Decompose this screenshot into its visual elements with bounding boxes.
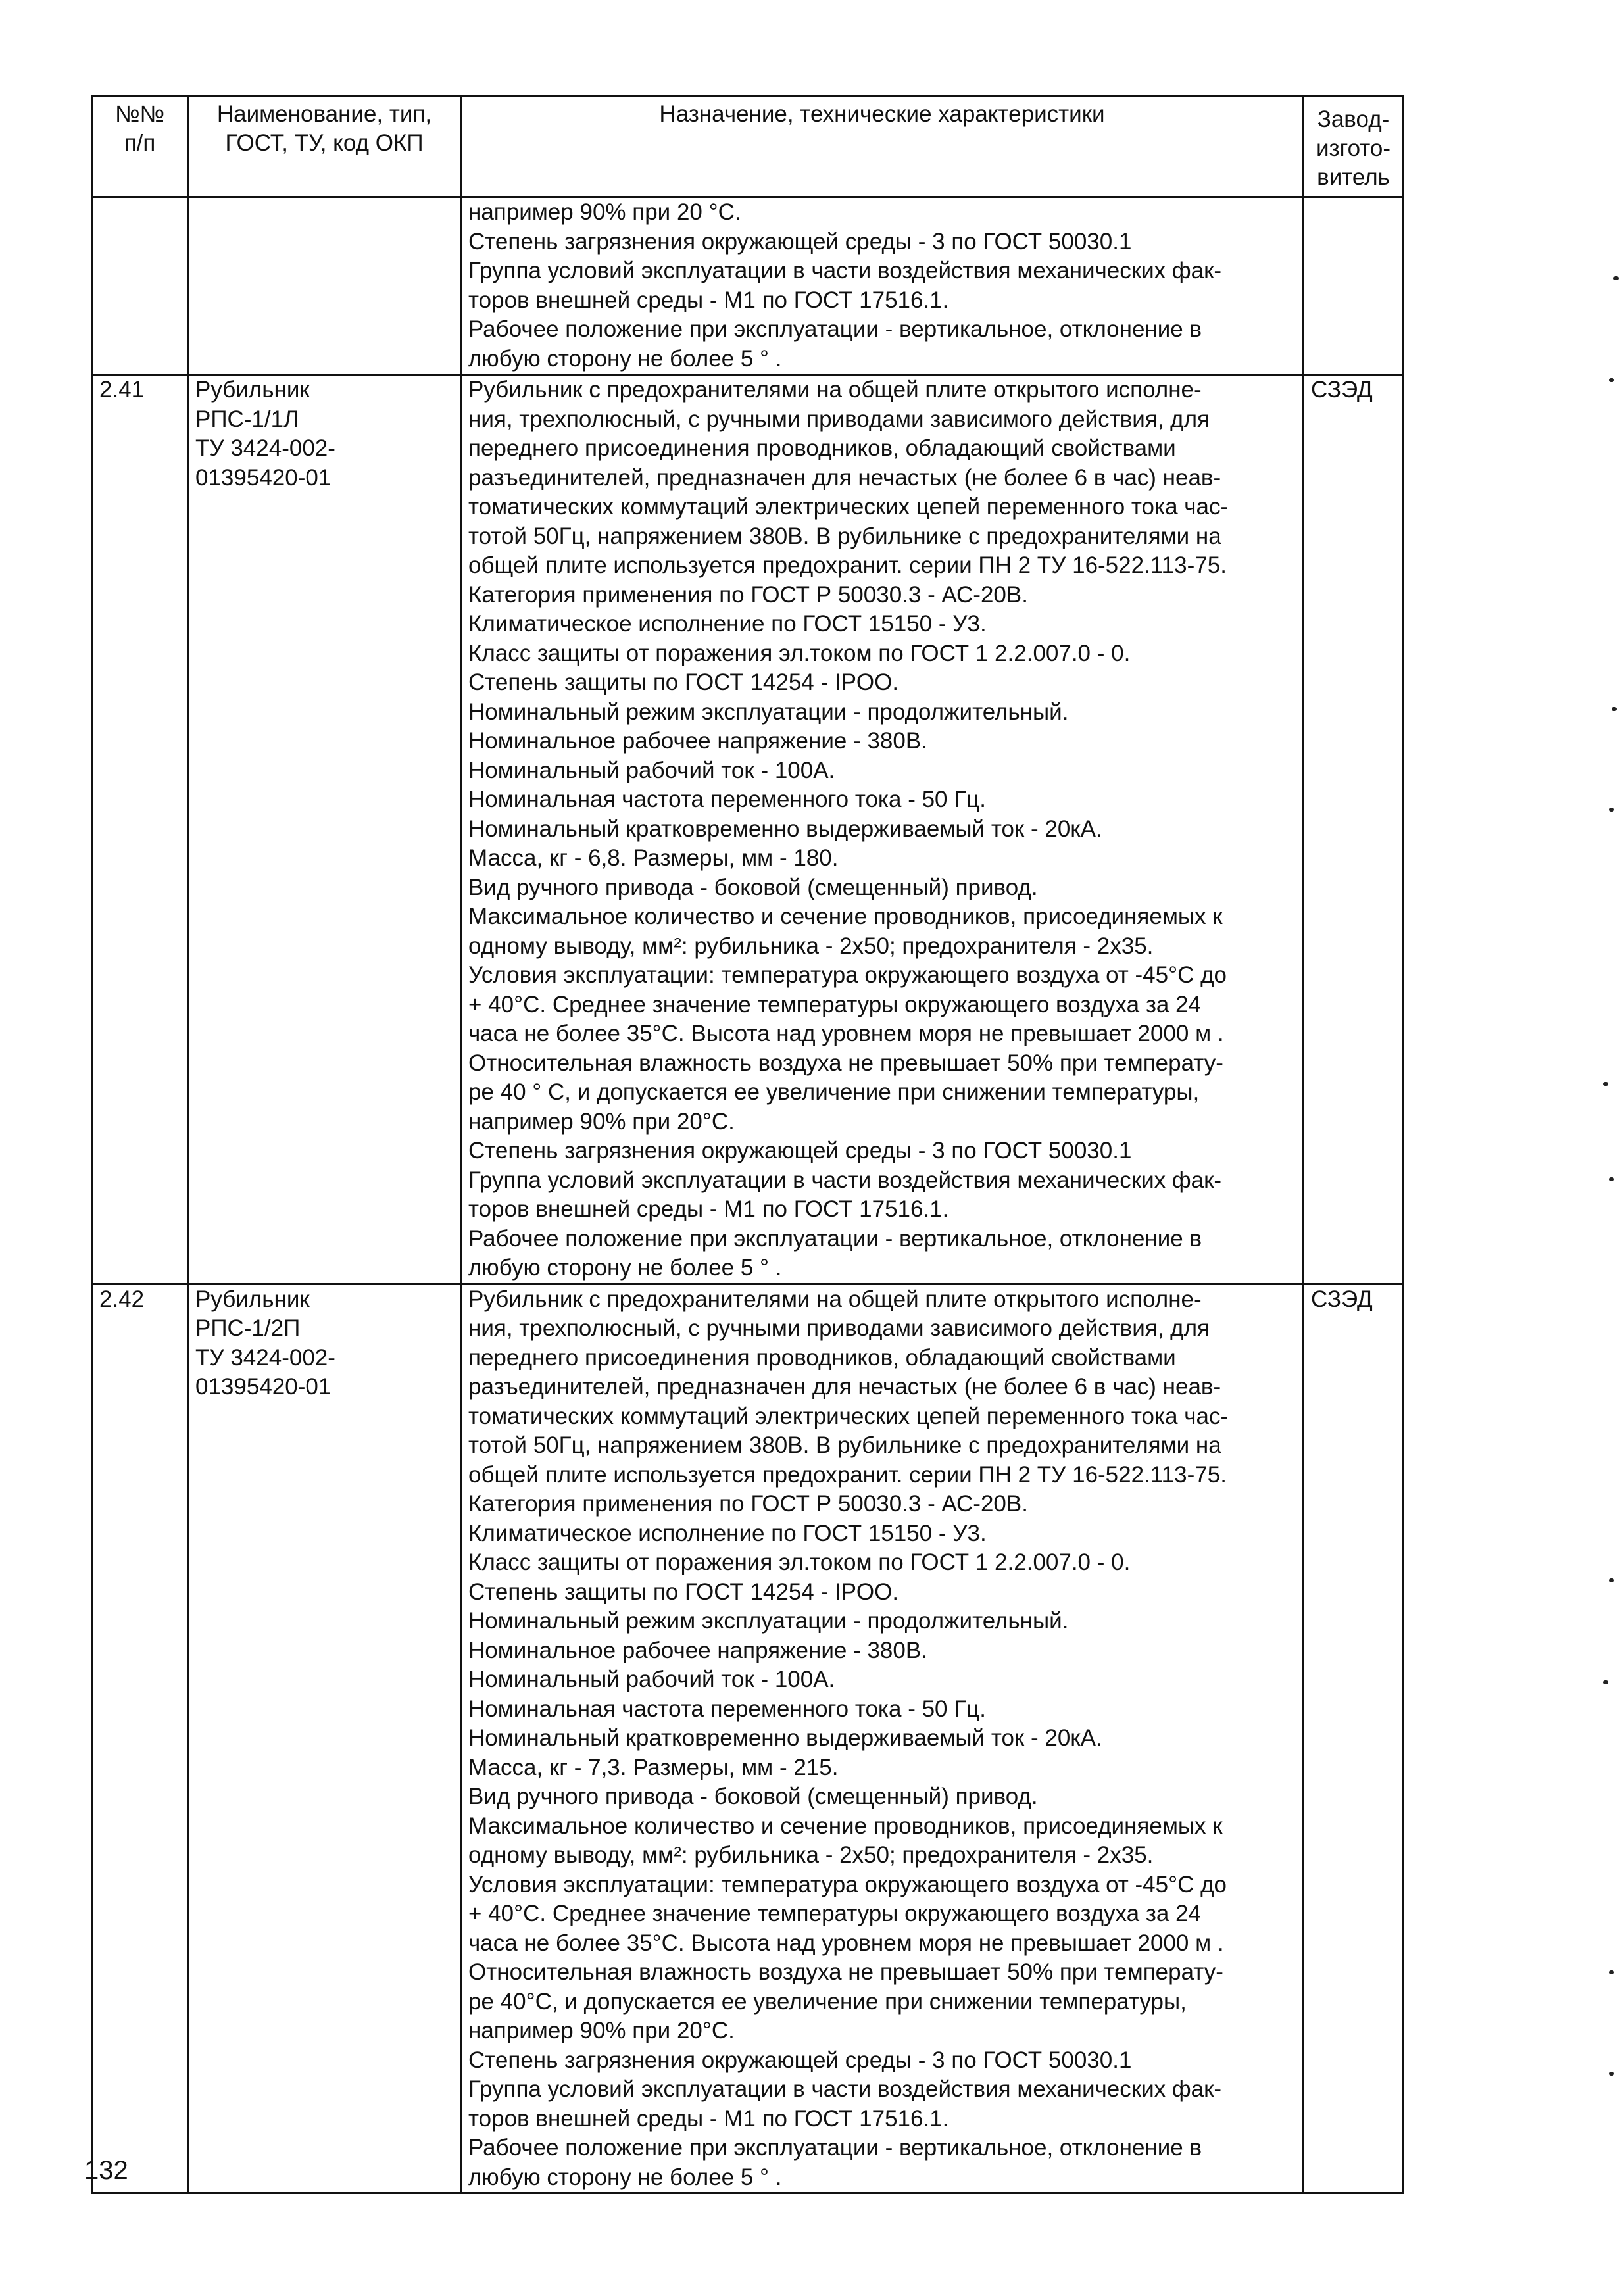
text-line: Вид ручного привода - боковой (смещенный) привод. (468, 1784, 1038, 1809)
text-line: Рубильник с предохранителями на общей плите открытого исполне- (468, 377, 1202, 403)
text-line: Максимальное количество и сечение проводников, присоединяемых к (468, 1813, 1223, 1839)
row-manufacturer: СЗЭД (1304, 1284, 1404, 2193)
text-line: ре 40°С, и допускается ее увеличение при снижении температуры, (468, 1988, 1187, 2015)
text-line: Группа условий эксплуатации в части воздействия механических фак- (468, 1167, 1222, 1193)
text-line: Степень защиты по ГОСТ 14254 - IPОО. (468, 670, 899, 695)
text-line: одному выводу, мм²: рубильника - 2х50; предохранителя - 2х35. (468, 1842, 1154, 1868)
text-line: Условия эксплуатации: температура окружающего воздуха от -45°С до (468, 1871, 1227, 1897)
text-line: Относительная влажность воздуха не превышает 50% при температу- (468, 1959, 1223, 1985)
text-line: Относительная влажность воздуха не превышает 50% при температу- (468, 1050, 1223, 1076)
text-line: например 90% при 20°С. (468, 1108, 735, 1135)
row-number (92, 197, 188, 375)
spec-table (91, 95, 1404, 2194)
text-line: Рубильник (195, 1286, 310, 1312)
scan-speck (1613, 276, 1619, 280)
table-row (92, 375, 1404, 1284)
text-line: Номинальный режим эксплуатации - продолжительный. (468, 1608, 1069, 1634)
text-line: + 40°С. Среднее значение температуры окружающего воздуха за 24 (468, 991, 1201, 1017)
text-line: Номинальная частота переменного тока - 50 Гц. (468, 1696, 986, 1722)
text-line: Максимальное количество и сечение проводников, присоединяемых к (468, 904, 1223, 929)
text-line: любую сторону не более 5 ° . (468, 345, 782, 372)
row-number: 2.41 (92, 375, 188, 1284)
table-row (92, 197, 1404, 375)
text-line: Номинальное рабочее напряжение - 380В. (468, 1637, 927, 1663)
text-line: 01395420-01 (195, 1374, 332, 1400)
text-line: ния, трехполюсный, с ручными приводами зависимого действия, для (468, 406, 1210, 432)
table-row (92, 1284, 1404, 2193)
table-header-row (92, 97, 1404, 197)
row-name (188, 375, 461, 1284)
text-line: Степень загрязнения окружающей среды - 3 по ГОСТ 50030.1 (468, 2047, 1132, 2073)
text-line: Степень загрязнения окружающей среды - 3 по ГОСТ 50030.1 (468, 1138, 1132, 1163)
text-line: торов внешней среды - М1 по ГОСТ 17516.1. (468, 1196, 949, 1222)
text-line: Климатическое исполнение по ГОСТ 15150 - У3. (468, 611, 987, 637)
text-line: например 90% при 20 °С. (468, 199, 741, 225)
text-line: Группа условий эксплуатации в части воздействия механических фак- (468, 258, 1222, 283)
row-name (188, 1284, 461, 2193)
text-line: ре 40 ° С, и допускается ее увеличение при снижении температуры, (468, 1079, 1200, 1105)
text-line: часа не более 35°С. Высота над уровнем моря не превышает 2000 м . (468, 1021, 1224, 1046)
text-line: Климатическое исполнение по ГОСТ 15150 - У3. (468, 1520, 987, 1546)
text-line: Номинальный кратковременно выдерживаемый ток - 20кА. (468, 816, 1102, 842)
text-line: Класс защиты от поражения эл.током по ГОСТ 1 2.2.007.0 - 0. (468, 640, 1131, 666)
text-line: переднего присоединения проводников, обладающий свойствами (468, 1344, 1176, 1371)
text-line: разъединителей, предназначен для нечастых (не более 6 в час) неав- (468, 464, 1221, 491)
text-line: Категория применения по ГОСТ Р 50030.3 - АС-20В. (468, 581, 1028, 608)
text-line: ТУ 3424-002- (195, 435, 335, 461)
text-line: любую сторону не более 5 ° . (468, 2164, 782, 2190)
text-line: разъединителей, предназначен для нечастых (не более 6 в час) неав- (468, 1374, 1221, 1400)
text-line: любую сторону не более 5 ° . (468, 1255, 782, 1281)
header-description: Назначение, технические характеристики (461, 97, 1304, 197)
text-line: Номинальный рабочий ток - 100А. (468, 1667, 835, 1692)
scan-speck (1609, 1177, 1614, 1181)
scan-speck (1609, 808, 1614, 812)
text-line: Номинальный режим эксплуатации - продолжительный. (468, 698, 1069, 725)
text-line: томатических коммутаций электрических цепей переменного тока час- (468, 494, 1229, 520)
text-line: торов внешней среды - М1 по ГОСТ 17516.1. (468, 2105, 949, 2132)
text-line: Масса, кг - 6,8. Размеры, мм - 180. (468, 845, 839, 871)
text-line: тотой 50Гц, напряжением 380В. В рубильнике с предохранителями на (468, 523, 1221, 549)
text-line: + 40°С. Среднее значение температуры окружающего воздуха за 24 (468, 1901, 1201, 1926)
scan-speck (1609, 1578, 1614, 1582)
text-line: тотой 50Гц, напряжением 380В. В рубильнике с предохранителями на (468, 1432, 1221, 1458)
text-line: РПС-1/2П (195, 1315, 301, 1341)
scan-speck (1612, 707, 1617, 711)
text-line: Условия эксплуатации: температура окружающего воздуха от -45°С до (468, 962, 1227, 988)
header-manufacturer: Завод- изгото- витель (1304, 97, 1404, 197)
text-line: Рубильник (195, 377, 310, 403)
scan-speck (1603, 1680, 1608, 1684)
row-description (461, 1284, 1304, 2193)
scan-speck (1609, 378, 1614, 382)
text-line: например 90% при 20°С. (468, 2018, 735, 2043)
row-description (461, 375, 1304, 1284)
scan-speck (1609, 1970, 1614, 1974)
text-line: торов внешней среды - М1 по ГОСТ 17516.1. (468, 287, 949, 313)
text-line: томатических коммутаций электрических цепей переменного тока час- (468, 1403, 1229, 1429)
table-body (92, 197, 1404, 2193)
text-line: одному выводу, мм²: рубильника - 2х50; предохранителя - 2х35. (468, 933, 1154, 959)
text-line: Группа условий эксплуатации в части воздействия механических фак- (468, 2076, 1222, 2102)
text-line: часа не более 35°С. Высота над уровнем моря не превышает 2000 м . (468, 1930, 1224, 1956)
page-number: 132 (84, 2156, 128, 2185)
text-line: Номинальное рабочее напряжение - 380В. (468, 728, 927, 754)
text-line: Номинальная частота переменного тока - 50 Гц. (468, 787, 986, 812)
text-line: ТУ 3424-002- (195, 1344, 335, 1371)
text-line: Номинальный кратковременно выдерживаемый ток - 20кА. (468, 1725, 1102, 1751)
text-line: Категория применения по ГОСТ Р 50030.3 - АС-20В. (468, 1491, 1028, 1517)
row-manufacturer: СЗЭД (1304, 375, 1404, 1284)
text-line: Рубильник с предохранителями на общей плите открытого исполне- (468, 1286, 1202, 1312)
text-line: Номинальный рабочий ток - 100А. (468, 757, 835, 783)
row-number: 2.42 (92, 1284, 188, 2193)
text-line: Класс защиты от поражения эл.током по ГОСТ 1 2.2.007.0 - 0. (468, 1550, 1131, 1575)
text-line: Рабочее положение при эксплуатации - вертикальное, отклонение в (468, 316, 1202, 342)
text-line: переднего присоединения проводников, обладающий свойствами (468, 435, 1176, 461)
scan-speck (1603, 1082, 1608, 1086)
text-line: общей плите используется предохранит. серии ПН 2 ТУ 16-522.113-75. (468, 1461, 1227, 1488)
text-line: Степень загрязнения окружающей среды - 3 по ГОСТ 50030.1 (468, 228, 1132, 255)
text-line: РПС-1/1Л (195, 406, 299, 432)
row-manufacturer (1304, 197, 1404, 375)
text-line: 01395420-01 (195, 464, 332, 491)
row-name (188, 197, 461, 375)
text-line: Рабочее положение при эксплуатации - вертикальное, отклонение в (468, 1225, 1202, 1252)
header-name: Наименование, тип, ГОСТ, ТУ, код ОКП (188, 97, 461, 197)
text-line: Рабочее положение при эксплуатации - вертикальное, отклонение в (468, 2135, 1202, 2161)
text-line: Вид ручного привода - боковой (смещенный) привод. (468, 874, 1038, 900)
text-line: Масса, кг - 7,3. Размеры, мм - 215. (468, 1754, 839, 1780)
row-description (461, 197, 1304, 375)
text-line: общей плите используется предохранит. серии ПН 2 ТУ 16-522.113-75. (468, 552, 1227, 578)
text-line: ния, трехполюсный, с ручными приводами зависимого действия, для (468, 1315, 1210, 1341)
text-line: Степень защиты по ГОСТ 14254 - IPОО. (468, 1578, 899, 1605)
header-number: №№ п/п (92, 97, 188, 197)
scan-speck (1609, 2072, 1614, 2076)
